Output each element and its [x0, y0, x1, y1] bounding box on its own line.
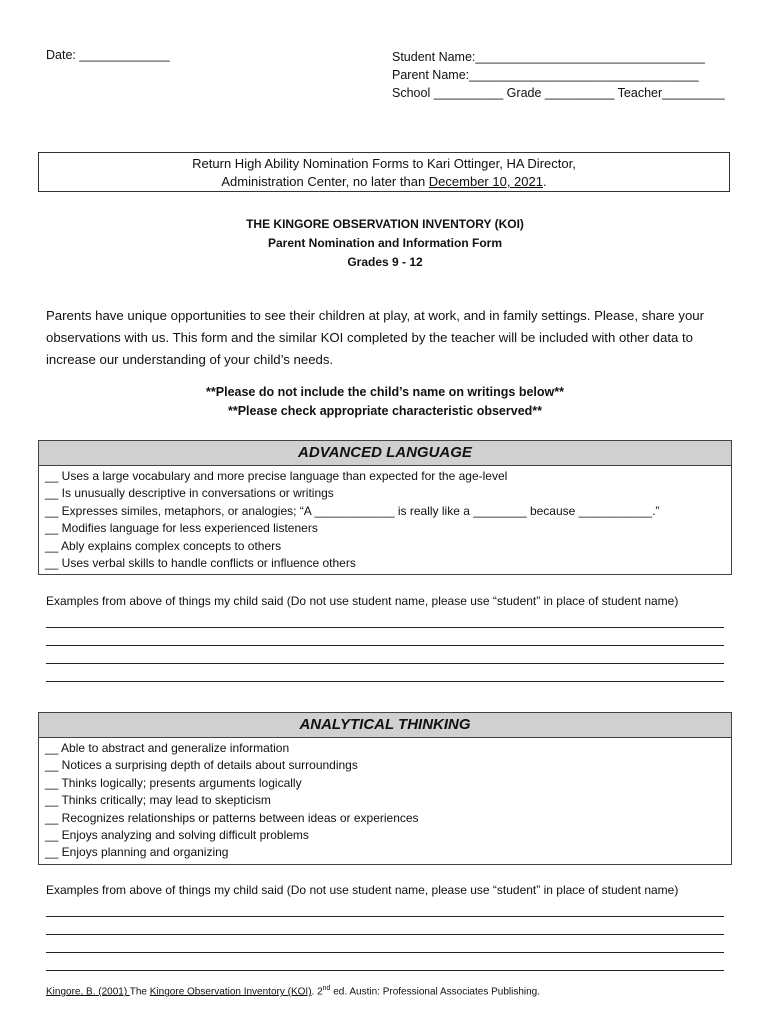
deadline-date: December 10, 2021 — [428, 174, 543, 189]
examples-label: Examples from above of things my child said (Do not use student name, please use “student” in place of student name) — [46, 594, 679, 608]
parent-name-field[interactable]: Parent Name:_________________________________ — [392, 68, 699, 82]
citation-footer — [46, 985, 540, 997]
form-title-line-3: Grades 9 - 12 — [347, 255, 423, 269]
checklist-item[interactable]: __ Expresses similes, metaphors, or analogies; “A ____________ is really like a ________ because ___________.” — [45, 503, 660, 518]
student-name-field[interactable]: Student Name:_________________________________ — [392, 50, 705, 64]
citation-superscript: nd — [322, 985, 331, 992]
return-instructions-box — [38, 152, 730, 192]
form-title-line-1: THE KINGORE OBSERVATION INVENTORY (KOI) — [246, 217, 524, 231]
form-title — [0, 215, 770, 272]
answer-line[interactable] — [46, 935, 724, 953]
note-check-observed: **Please check appropriate characteristic observed** — [227, 404, 543, 418]
note-no-name: **Please do not include the child’s name on writings below** — [206, 385, 564, 399]
answer-line[interactable] — [46, 899, 724, 917]
checklist-item[interactable]: __ Is unusually descriptive in conversations or writings — [45, 486, 334, 501]
citation-publisher: ed. Austin: Professional Associates Publishing. — [330, 986, 541, 998]
checklist-item[interactable]: __ Recognizes relationships or patterns between ideas or experiences — [45, 810, 419, 825]
return-line-2 — [39, 173, 729, 191]
checklist-item[interactable]: __ Modifies language for less experienced listeners — [45, 521, 318, 536]
return-line-2-suffix: . — [542, 174, 547, 189]
examples-advanced-language — [46, 592, 736, 682]
checklist-item[interactable]: __ Enjoys planning and organizing — [45, 845, 229, 860]
checklist-item[interactable]: __ Thinks logically; presents arguments logically — [45, 775, 302, 790]
citation-author: Kingore, B. (2001) — [46, 986, 130, 998]
instruction-notes — [0, 383, 770, 421]
citation-the: The — [129, 986, 150, 998]
form-title-line-2: Parent Nomination and Information Form — [267, 236, 502, 250]
answer-line[interactable] — [46, 628, 724, 646]
checklist-item[interactable]: __ Thinks critically; may lead to skepticism — [45, 793, 271, 808]
checklist-item[interactable]: __ Able to abstract and generalize information — [45, 741, 290, 755]
examples-analytical-thinking — [46, 881, 736, 971]
checklist — [39, 738, 731, 864]
section-analytical-thinking — [38, 712, 732, 865]
intro-paragraph: Parents have unique opportunities to see their children at play, at work, and in family settings. Please, share your observations with us. This form and the similar KOI completed by the teacher will be included with other data to increase our understanding of your child’s needs. — [46, 308, 705, 367]
answer-line[interactable] — [46, 917, 724, 935]
student-info-block — [392, 48, 725, 102]
answer-line[interactable] — [46, 953, 724, 971]
section-heading: ANALYTICAL THINKING — [39, 713, 731, 738]
checklist-item[interactable]: __ Enjoys analyzing and solving difficult problems — [45, 828, 309, 843]
checklist-item[interactable]: __ Uses verbal skills to handle conflicts or influence others — [45, 556, 356, 571]
return-line-1: Return High Ability Nomination Forms to Kari Ottinger, HA Director, — [192, 156, 576, 171]
citation-book-title: Kingore Observation Inventory (KOI) — [149, 986, 312, 998]
citation-after-title: . 2 — [311, 986, 323, 998]
return-line-2-prefix: Administration Center, no later than — [221, 174, 429, 189]
checklist — [39, 466, 731, 574]
answer-line[interactable] — [46, 610, 724, 628]
checklist-item[interactable]: __ Notices a surprising depth of details about surroundings — [45, 758, 358, 773]
checklist-item[interactable]: __ Uses a large vocabulary and more precise language than expected for the age-level — [45, 469, 508, 483]
date-field[interactable]: Date: _____________ — [46, 48, 170, 62]
answer-line[interactable] — [46, 646, 724, 664]
checklist-item[interactable]: __ Ably explains complex concepts to others — [45, 538, 282, 553]
section-advanced-language — [38, 440, 732, 575]
section-heading: ADVANCED LANGUAGE — [39, 441, 731, 466]
examples-label: Examples from above of things my child said (Do not use student name, please use “student” in place of student name) — [46, 883, 679, 897]
answer-line[interactable] — [46, 664, 724, 682]
school-grade-teacher-field[interactable]: School __________ Grade __________ Teacher_________ — [392, 86, 725, 100]
